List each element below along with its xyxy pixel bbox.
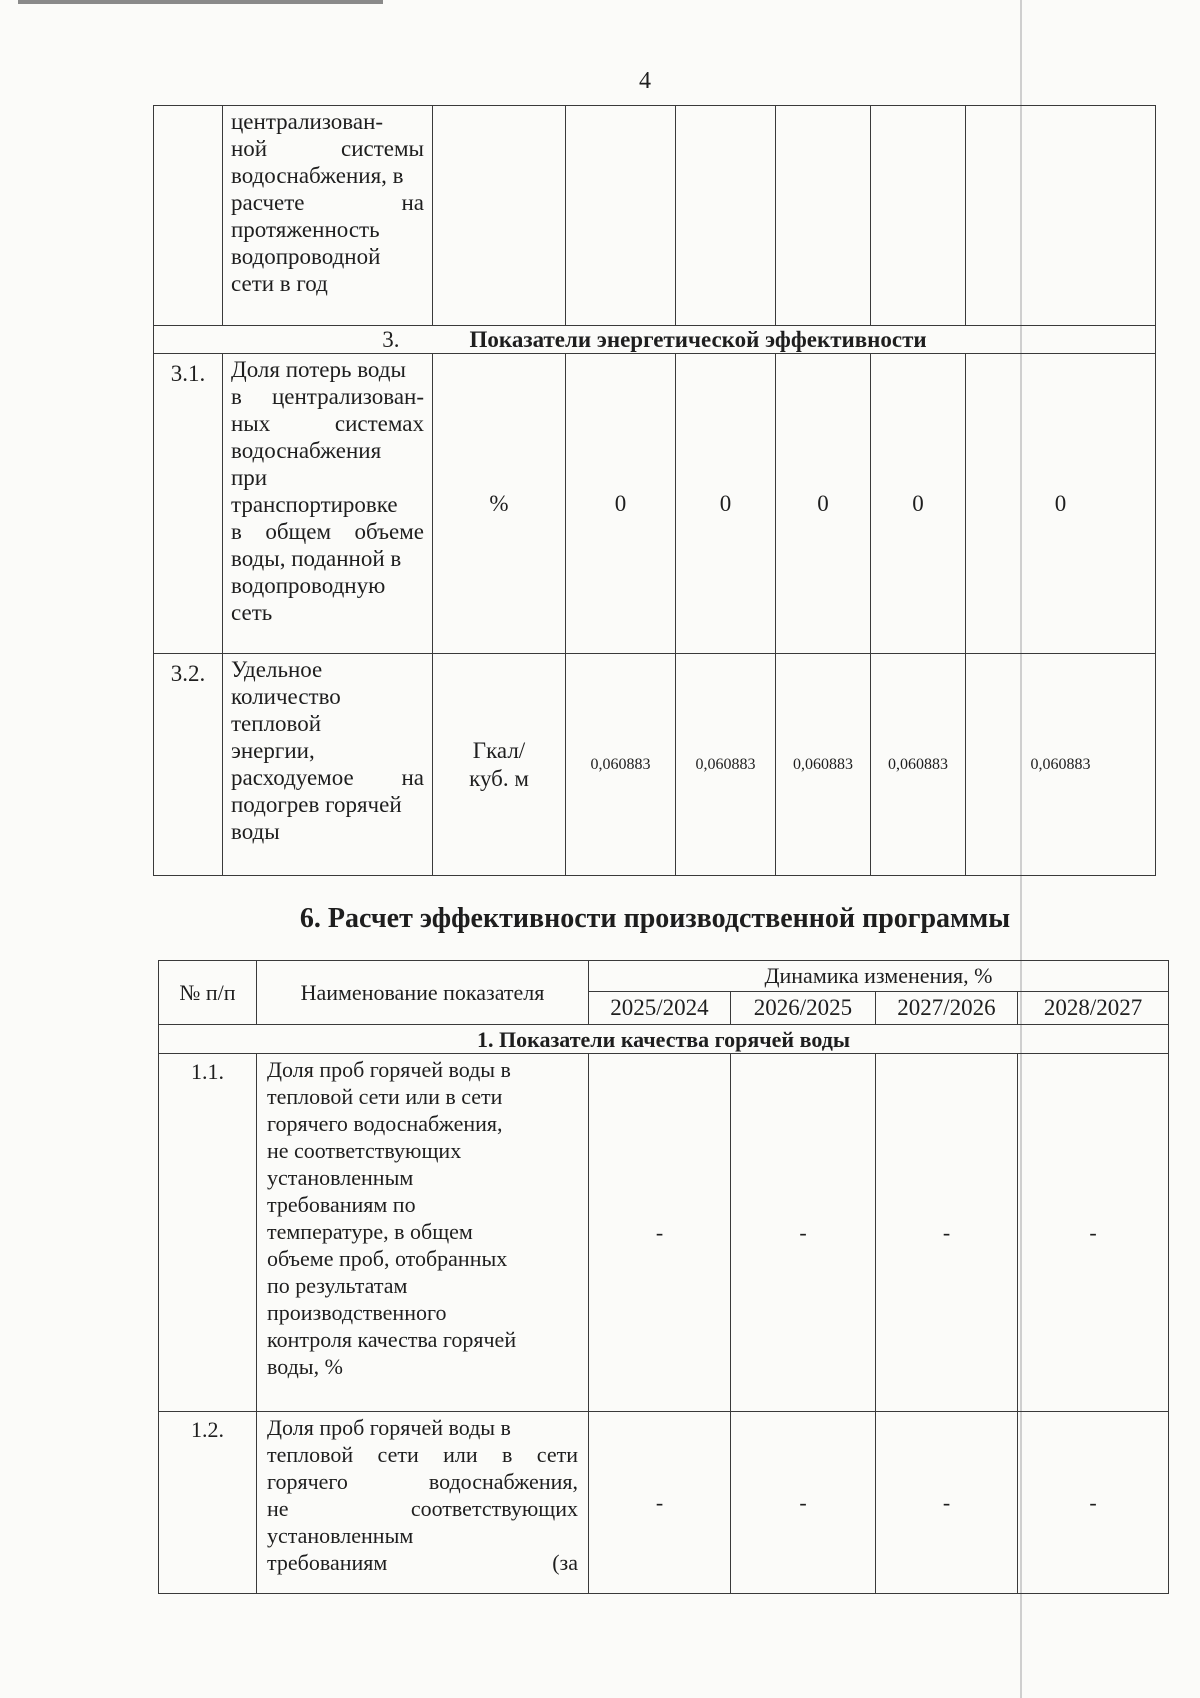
text-line: Удельное [231,657,323,682]
text-line: по результатам [267,1273,408,1298]
value-cell: 0 [566,354,676,654]
value-cell: 0,060883 [566,654,676,876]
column-header-dynamics: Динамика изменения, % [589,961,1169,992]
column-header-name: Наименование показателя [257,961,589,1025]
row-number: 1.2. [159,1412,257,1594]
section-title: 1. Показатели качества горячей воды [159,1025,1169,1054]
section-row [159,1025,1169,1054]
table-row-1-1 [159,1054,1169,1412]
section-number: 3. [382,327,400,352]
indicator-name [257,1412,589,1594]
text-line: водоснабжения, в [231,163,404,188]
text-line: воды [231,819,280,844]
value-cell: 0 [676,354,776,654]
table-cell [566,106,676,326]
value-cell: 0,060883 [776,654,871,876]
text-line: расчете на [231,190,424,215]
section-title [154,326,1156,354]
text-line: централизован- [231,109,384,134]
text-line: контроля качества горячей [267,1327,517,1352]
text-line: сеть [231,600,273,625]
section-6-heading: 6. Расчет эффективности производственной программы [299,903,1011,934]
value-cell: - [731,1054,876,1412]
text-line: в централизован- [231,384,424,409]
indicator-name [223,354,433,654]
value-cell: - [589,1054,731,1412]
text-line: при [231,465,268,490]
text-line: водоснабжения [231,438,382,463]
text-line: ной системы [231,136,424,161]
header-row [159,961,1169,992]
value-cell: 0 [871,354,966,654]
text-line: не соответствующих [267,1138,462,1163]
text-line: требованиям (за [267,1550,578,1575]
text-line: протяженность [231,217,380,242]
value-cell: 0,060883 [676,654,776,876]
table-cell [676,106,776,326]
table-cell [966,106,1156,326]
unit-cell [433,654,566,876]
text-line: количество [231,684,341,709]
unit-line: куб. м [469,765,529,791]
efficiency-table [158,960,1169,1594]
indicator-name [223,654,433,876]
text-line: в общем объеме [231,519,424,544]
column-header-year: 2026/2025 [731,992,876,1025]
unit-line: Гкал/ [472,737,526,763]
text-line: энергии, [231,738,315,763]
text-line: подогрев горячей [231,792,402,817]
text-line: Доля потерь воды [231,357,406,382]
text-line: тепловой [231,711,322,736]
value-cell: - [876,1054,1018,1412]
table-cell [871,106,966,326]
text-line: производственного [267,1300,447,1325]
table-row-3-1 [154,354,1156,654]
text-line: установленным [267,1165,414,1190]
text-line: Доля проб горячей воды в [267,1057,511,1082]
row-number: 3.1. [154,354,223,654]
text-line: не соответствующих [267,1496,578,1521]
section-name: Показатели энергетической эффективности [469,327,927,352]
text-line: транспортировке [231,492,398,517]
value-cell: 0,060883 [966,654,1156,876]
table-cell [776,106,871,326]
table-row-3-2 [154,654,1156,876]
text-line: тепловой сети или в сети [267,1442,578,1467]
text-line: водопроводной [231,244,381,269]
value-cell: - [1018,1054,1169,1412]
text-line: водопроводную [231,573,386,598]
text-line: объеме проб, отобранных [267,1246,508,1271]
indicators-table [153,105,1156,876]
text-line: ных системах [231,411,424,436]
text-line: температуре, в общем [267,1219,473,1244]
text-line: горячего водоснабжения, [267,1111,503,1136]
column-header-year: 2028/2027 [1018,992,1169,1025]
table-cell [433,106,566,326]
value-cell: - [1018,1412,1169,1594]
row-number: 3.2. [154,654,223,876]
text-line: расходуемое на [231,765,424,790]
value-cell: 0 [966,354,1156,654]
text-line: тепловой сети или в сети [267,1084,503,1109]
row-number: 1.1. [159,1054,257,1412]
column-header-year: 2027/2026 [876,992,1018,1025]
row-number [154,106,223,326]
text-line: воды, поданной в [231,546,402,571]
table-row-1-2 [159,1412,1169,1594]
page-number: 4 [639,68,651,94]
text-line: воды, % [267,1354,343,1379]
text-line: горячего водоснабжения, [267,1469,578,1494]
text-line: установленным [267,1523,414,1548]
table-row-continuation [154,106,1156,326]
text-line: требованиям по [267,1192,416,1217]
column-header-number: № п/п [159,961,257,1025]
scan-edge-mark [18,0,383,4]
value-cell: 0,060883 [871,654,966,876]
value-cell: - [731,1412,876,1594]
indicator-name [257,1054,589,1412]
value-cell: - [876,1412,1018,1594]
text-line: сети в год [231,271,328,296]
value-cell: 0 [776,354,871,654]
text-line: Доля проб горячей воды в [267,1415,511,1440]
indicator-name [223,106,433,326]
column-header-year: 2025/2024 [589,992,731,1025]
unit-cell: % [433,354,566,654]
section-row [154,326,1156,354]
value-cell: - [589,1412,731,1594]
